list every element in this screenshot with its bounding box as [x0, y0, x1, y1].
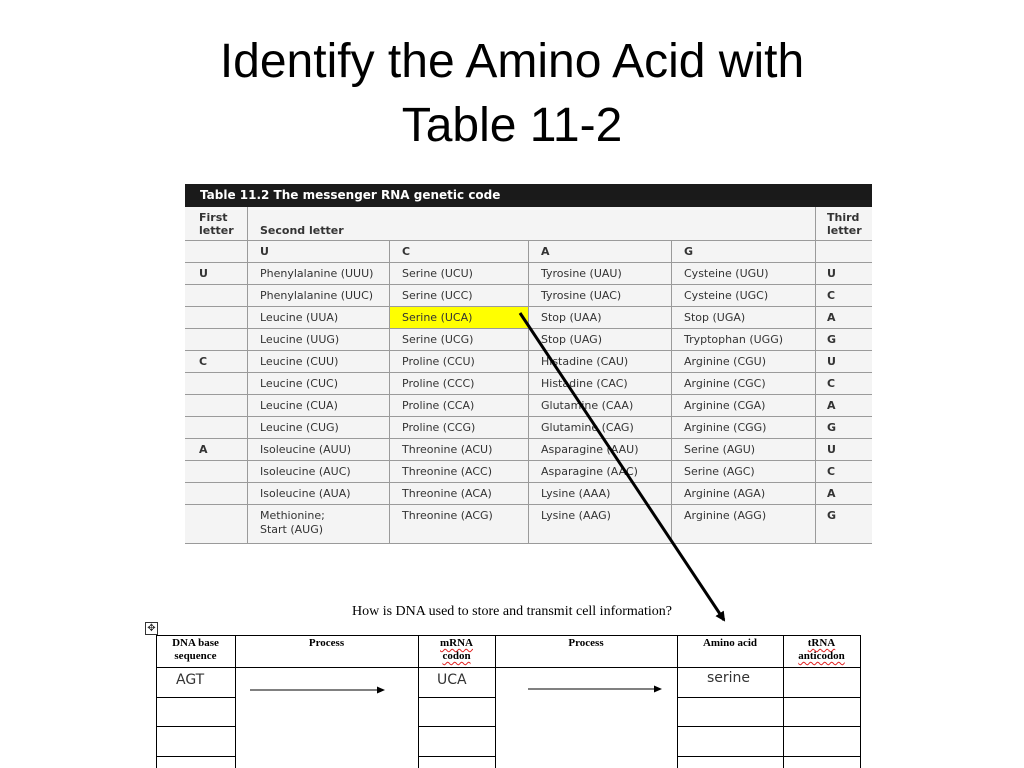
- codon-cell: Serine (UCU): [402, 267, 473, 280]
- codon-cell: Proline (CCC): [402, 377, 475, 390]
- third-letter-a: A: [827, 487, 836, 500]
- codon-cell: Stop (UGA): [684, 311, 746, 324]
- codon-cell: Lysine (AAA): [541, 487, 611, 500]
- codon-cell: Serine (AGC): [684, 465, 755, 478]
- codon-cell: Arginine (AGG): [684, 509, 767, 522]
- codon-cell: Asparagine (AAU): [541, 443, 639, 456]
- codon-cell: Stop (UAG): [541, 333, 602, 346]
- codon-cell: Histadine (CAC): [541, 377, 628, 390]
- dna-entry: AGT: [176, 672, 205, 688]
- third-letter-a: A: [827, 311, 836, 324]
- codon-cell: Stop (UAA): [541, 311, 602, 324]
- second-letter-u: U: [260, 245, 269, 258]
- codon-cell: Asparagine (AAC): [541, 465, 638, 478]
- codon-cell: Serine (UCA): [402, 311, 473, 324]
- codon-cell: Serine (UCG): [402, 333, 474, 346]
- codon-cell: Isoleucine (AUC): [260, 465, 351, 478]
- codon-cell: Threonine (ACU): [402, 443, 493, 456]
- codon-cell: Arginine (AGA): [684, 487, 766, 500]
- mrna-entry: UCA: [437, 672, 467, 688]
- worksheet-header-text-span: DNA base: [172, 637, 219, 649]
- third-letter-g: G: [827, 333, 837, 346]
- codon-cell: Threonine (ACC): [402, 465, 493, 478]
- codon-cell: Isoleucine (AUU): [260, 443, 352, 456]
- third-letter-c: C: [827, 377, 836, 390]
- codon-cell: Leucine (CUC): [260, 377, 339, 390]
- first-letter-a: A: [199, 443, 208, 456]
- second-letter-g: G: [684, 245, 694, 258]
- codon-cell: Arginine (CGC): [684, 377, 766, 390]
- codon-cell: Tryptophan (UGG): [684, 333, 784, 346]
- genetic-code-table-caption: Table 11.2 The messenger RNA genetic code: [200, 188, 501, 202]
- codon-cell: Histadine (CAU): [541, 355, 629, 368]
- third-letter-header: Third: [827, 211, 860, 224]
- third-letter-u: U: [827, 355, 836, 368]
- codon-cell: Cysteine (UGC): [684, 289, 769, 302]
- third-letter-u: U: [827, 267, 836, 280]
- worksheet-header-text-span: sequence: [174, 650, 217, 662]
- worksheet-header-text-span: anticodon: [798, 650, 845, 662]
- codon-cell: Leucine (CUU): [260, 355, 339, 368]
- third-letter-a: A: [827, 399, 836, 412]
- codon-cell: Start (AUG): [260, 523, 324, 536]
- third-letter-header: letter: [827, 224, 862, 237]
- codon-cell: Arginine (CGG): [684, 421, 767, 434]
- codon-cell: Threonine (ACA): [402, 487, 492, 500]
- slide-title-line-2: Table 11-2: [401, 99, 623, 152]
- first-letter-header: First: [199, 211, 228, 224]
- first-letter-u: U: [199, 267, 208, 280]
- codon-cell: Glutamine (CAA): [541, 399, 634, 412]
- codon-cell: Methionine;: [260, 509, 325, 522]
- codon-cell: Arginine (CGA): [684, 399, 766, 412]
- codon-cell: Leucine (CUA): [260, 399, 338, 412]
- codon-cell: Proline (CCG): [402, 421, 476, 434]
- codon-cell: Proline (CCA): [402, 399, 475, 412]
- table-move-handle-icon[interactable]: ✥: [145, 622, 158, 635]
- codon-cell: Tyrosine (UAU): [541, 267, 622, 280]
- worksheet-header-text-span: Amino acid: [702, 637, 758, 649]
- codon-cell: Cysteine (UGU): [684, 267, 769, 280]
- codon-cell: Lysine (AAG): [541, 509, 611, 522]
- worksheet-header-text-span: tRNA: [807, 637, 836, 649]
- codon-cell: Glutamine (CAG): [541, 421, 634, 434]
- worksheet-header-text-span: Process: [568, 637, 604, 649]
- worksheet-header-text-span: mRNA: [440, 637, 473, 649]
- codon-cell: Leucine (CUG): [260, 421, 339, 434]
- codon-cell: Serine (UCC): [402, 289, 473, 302]
- third-letter-c: C: [827, 289, 836, 302]
- third-letter-u: U: [827, 443, 836, 456]
- second-letter-c: C: [402, 245, 411, 258]
- second-letter-header: Second letter: [260, 224, 344, 237]
- codon-cell: Leucine (UUA): [260, 311, 339, 324]
- codon-cell: Threonine (ACG): [402, 509, 493, 522]
- codon-cell: Serine (AGU): [684, 443, 756, 456]
- worksheet-title: How is DNA used to store and transmit cell information?: [352, 604, 672, 619]
- first-letter-header: letter: [199, 224, 234, 237]
- codon-cell: Phenylalanine (UUC): [260, 289, 374, 302]
- codon-cell: Proline (CCU): [402, 355, 475, 368]
- worksheet-header-text-span: Process: [308, 637, 345, 649]
- slide-title-line-1: Identify the Amino Acid with: [219, 35, 805, 88]
- worksheet-header-text-span: codon: [442, 650, 471, 662]
- codon-cell: Arginine (CGU): [684, 355, 766, 368]
- codon-cell: Phenylalanine (UUU): [260, 267, 374, 280]
- amino-acid-entry: serine: [707, 670, 751, 686]
- second-letter-a: A: [541, 245, 550, 258]
- first-letter-c: C: [199, 355, 208, 368]
- third-letter-g: G: [827, 421, 837, 434]
- third-letter-c: C: [827, 465, 836, 478]
- codon-to-amino-acid-arrow: [520, 313, 724, 620]
- codon-cell: Isoleucine (AUA): [260, 487, 351, 500]
- codon-cell: Tyrosine (UAC): [541, 289, 622, 302]
- third-letter-g: G: [827, 509, 837, 522]
- codon-cell: Leucine (UUG): [260, 333, 340, 346]
